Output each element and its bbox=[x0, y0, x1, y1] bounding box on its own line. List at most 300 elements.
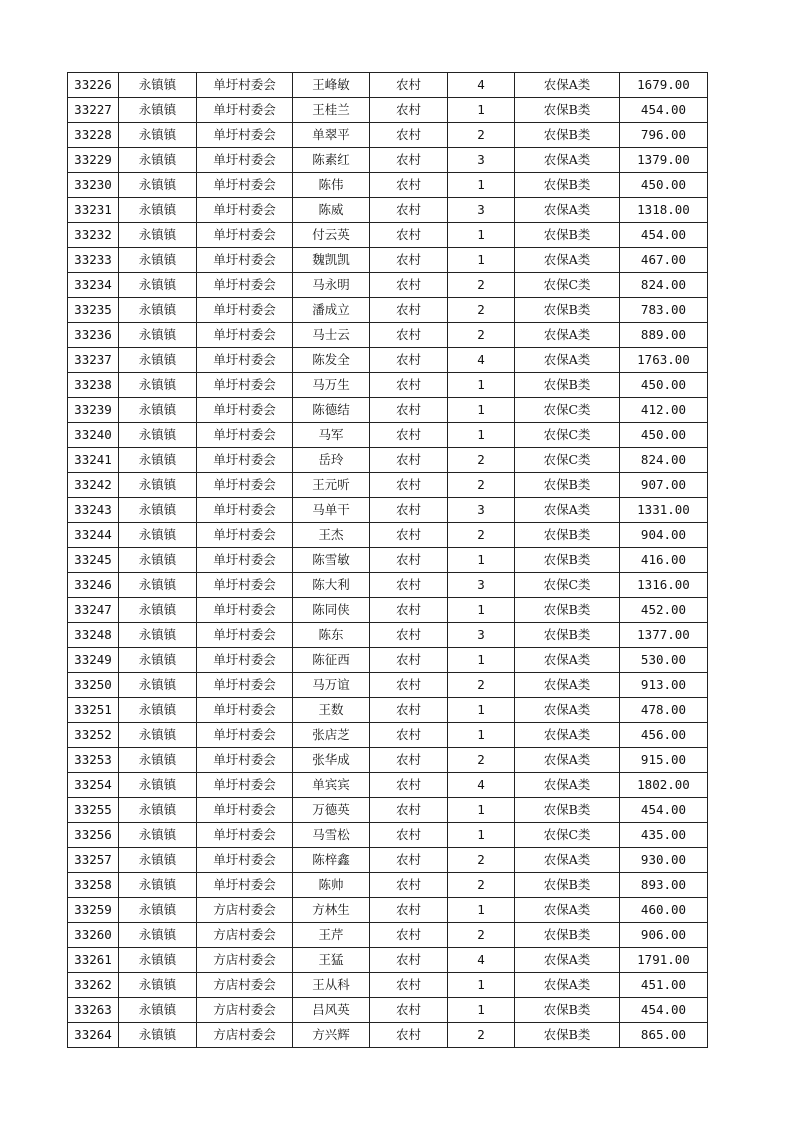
town-cell: 永镇镇 bbox=[119, 273, 197, 298]
name-cell: 王杰 bbox=[293, 523, 370, 548]
area-type-cell: 农村 bbox=[370, 848, 448, 873]
table-row bbox=[68, 648, 708, 673]
village-cell: 方店村委会 bbox=[197, 973, 293, 998]
name-cell: 王峰敏 bbox=[293, 73, 370, 98]
name-cell: 魏凯凯 bbox=[293, 248, 370, 273]
village-cell: 单圩村委会 bbox=[197, 223, 293, 248]
name-cell: 王猛 bbox=[293, 948, 370, 973]
household-size-cell: 2 bbox=[448, 873, 515, 898]
area-type-cell: 农村 bbox=[370, 723, 448, 748]
amount-cell: 1318.00 bbox=[620, 198, 708, 223]
town-cell: 永镇镇 bbox=[119, 698, 197, 723]
table-row bbox=[68, 673, 708, 698]
amount-cell: 907.00 bbox=[620, 473, 708, 498]
name-cell: 陈德结 bbox=[293, 398, 370, 423]
amount-cell: 1331.00 bbox=[620, 498, 708, 523]
household-size-cell: 2 bbox=[448, 1023, 515, 1048]
town-cell: 永镇镇 bbox=[119, 73, 197, 98]
record-id: 33256 bbox=[68, 823, 119, 848]
area-type-cell: 农村 bbox=[370, 148, 448, 173]
town-cell: 永镇镇 bbox=[119, 123, 197, 148]
record-id: 33228 bbox=[68, 123, 119, 148]
insurance-class-cell: 农保A类 bbox=[515, 73, 620, 98]
record-id: 33254 bbox=[68, 773, 119, 798]
town-cell: 永镇镇 bbox=[119, 173, 197, 198]
insurance-class-cell: 农保C类 bbox=[515, 448, 620, 473]
record-id: 33250 bbox=[68, 673, 119, 698]
town-cell: 永镇镇 bbox=[119, 648, 197, 673]
roster-body bbox=[68, 73, 708, 1048]
village-cell: 单圩村委会 bbox=[197, 73, 293, 98]
household-size-cell: 1 bbox=[448, 248, 515, 273]
household-size-cell: 3 bbox=[448, 623, 515, 648]
village-cell: 单圩村委会 bbox=[197, 623, 293, 648]
name-cell: 陈伟 bbox=[293, 173, 370, 198]
amount-cell: 1763.00 bbox=[620, 348, 708, 373]
name-cell: 陈同侠 bbox=[293, 598, 370, 623]
area-type-cell: 农村 bbox=[370, 948, 448, 973]
name-cell: 马雪松 bbox=[293, 823, 370, 848]
area-type-cell: 农村 bbox=[370, 423, 448, 448]
insurance-class-cell: 农保C类 bbox=[515, 423, 620, 448]
area-type-cell: 农村 bbox=[370, 923, 448, 948]
amount-cell: 450.00 bbox=[620, 373, 708, 398]
insurance-class-cell: 农保A类 bbox=[515, 773, 620, 798]
amount-cell: 450.00 bbox=[620, 173, 708, 198]
insurance-class-cell: 农保C类 bbox=[515, 573, 620, 598]
insurance-class-cell: 农保B类 bbox=[515, 598, 620, 623]
name-cell: 陈威 bbox=[293, 198, 370, 223]
insurance-class-cell: 农保A类 bbox=[515, 848, 620, 873]
name-cell: 陈帅 bbox=[293, 873, 370, 898]
table-row bbox=[68, 73, 708, 98]
amount-cell: 1316.00 bbox=[620, 573, 708, 598]
table-row bbox=[68, 448, 708, 473]
insurance-class-cell: 农保A类 bbox=[515, 673, 620, 698]
town-cell: 永镇镇 bbox=[119, 398, 197, 423]
village-cell: 单圩村委会 bbox=[197, 773, 293, 798]
insurance-class-cell: 农保A类 bbox=[515, 323, 620, 348]
town-cell: 永镇镇 bbox=[119, 898, 197, 923]
village-cell: 单圩村委会 bbox=[197, 273, 293, 298]
area-type-cell: 农村 bbox=[370, 248, 448, 273]
household-size-cell: 1 bbox=[448, 723, 515, 748]
village-cell: 单圩村委会 bbox=[197, 123, 293, 148]
amount-cell: 1802.00 bbox=[620, 773, 708, 798]
record-id: 33237 bbox=[68, 348, 119, 373]
town-cell: 永镇镇 bbox=[119, 148, 197, 173]
town-cell: 永镇镇 bbox=[119, 598, 197, 623]
village-cell: 单圩村委会 bbox=[197, 648, 293, 673]
insurance-class-cell: 农保B类 bbox=[515, 998, 620, 1023]
table-row bbox=[68, 148, 708, 173]
record-id: 33260 bbox=[68, 923, 119, 948]
table-row bbox=[68, 548, 708, 573]
table-row bbox=[68, 423, 708, 448]
amount-cell: 412.00 bbox=[620, 398, 708, 423]
insurance-class-cell: 农保A类 bbox=[515, 748, 620, 773]
village-cell: 单圩村委会 bbox=[197, 473, 293, 498]
town-cell: 永镇镇 bbox=[119, 498, 197, 523]
table-row bbox=[68, 798, 708, 823]
amount-cell: 796.00 bbox=[620, 123, 708, 148]
insurance-class-cell: 农保B类 bbox=[515, 298, 620, 323]
record-id: 33240 bbox=[68, 423, 119, 448]
table-row bbox=[68, 173, 708, 198]
table-row bbox=[68, 323, 708, 348]
table-row bbox=[68, 348, 708, 373]
household-size-cell: 2 bbox=[448, 323, 515, 348]
name-cell: 马永明 bbox=[293, 273, 370, 298]
record-id: 33253 bbox=[68, 748, 119, 773]
village-cell: 方店村委会 bbox=[197, 923, 293, 948]
insurance-class-cell: 农保B类 bbox=[515, 173, 620, 198]
insurance-class-cell: 农保A类 bbox=[515, 723, 620, 748]
name-cell: 潘成立 bbox=[293, 298, 370, 323]
area-type-cell: 农村 bbox=[370, 698, 448, 723]
name-cell: 陈雪敏 bbox=[293, 548, 370, 573]
amount-cell: 530.00 bbox=[620, 648, 708, 673]
amount-cell: 865.00 bbox=[620, 1023, 708, 1048]
village-cell: 单圩村委会 bbox=[197, 373, 293, 398]
household-size-cell: 1 bbox=[448, 423, 515, 448]
insurance-class-cell: 农保C类 bbox=[515, 823, 620, 848]
insurance-class-cell: 农保A类 bbox=[515, 498, 620, 523]
village-cell: 单圩村委会 bbox=[197, 823, 293, 848]
village-cell: 单圩村委会 bbox=[197, 848, 293, 873]
amount-cell: 467.00 bbox=[620, 248, 708, 273]
household-size-cell: 1 bbox=[448, 398, 515, 423]
household-size-cell: 1 bbox=[448, 173, 515, 198]
household-size-cell: 1 bbox=[448, 973, 515, 998]
record-id: 33244 bbox=[68, 523, 119, 548]
area-type-cell: 农村 bbox=[370, 773, 448, 798]
area-type-cell: 农村 bbox=[370, 223, 448, 248]
insurance-class-cell: 农保C类 bbox=[515, 398, 620, 423]
area-type-cell: 农村 bbox=[370, 273, 448, 298]
insurance-class-cell: 农保A类 bbox=[515, 348, 620, 373]
town-cell: 永镇镇 bbox=[119, 748, 197, 773]
name-cell: 王芹 bbox=[293, 923, 370, 948]
name-cell: 方林生 bbox=[293, 898, 370, 923]
insurance-class-cell: 农保A类 bbox=[515, 898, 620, 923]
household-size-cell: 2 bbox=[448, 673, 515, 698]
village-cell: 单圩村委会 bbox=[197, 523, 293, 548]
name-cell: 马军 bbox=[293, 423, 370, 448]
record-id: 33262 bbox=[68, 973, 119, 998]
household-size-cell: 1 bbox=[448, 598, 515, 623]
name-cell: 张店芝 bbox=[293, 723, 370, 748]
household-size-cell: 2 bbox=[448, 848, 515, 873]
area-type-cell: 农村 bbox=[370, 973, 448, 998]
town-cell: 永镇镇 bbox=[119, 573, 197, 598]
town-cell: 永镇镇 bbox=[119, 923, 197, 948]
record-id: 33252 bbox=[68, 723, 119, 748]
amount-cell: 889.00 bbox=[620, 323, 708, 348]
record-id: 33236 bbox=[68, 323, 119, 348]
record-id: 33249 bbox=[68, 648, 119, 673]
household-size-cell: 1 bbox=[448, 98, 515, 123]
area-type-cell: 农村 bbox=[370, 748, 448, 773]
name-cell: 王桂兰 bbox=[293, 98, 370, 123]
household-size-cell: 1 bbox=[448, 898, 515, 923]
household-size-cell: 2 bbox=[448, 448, 515, 473]
household-size-cell: 2 bbox=[448, 273, 515, 298]
insurance-class-cell: 农保B类 bbox=[515, 373, 620, 398]
table-row bbox=[68, 948, 708, 973]
household-size-cell: 2 bbox=[448, 523, 515, 548]
record-id: 33245 bbox=[68, 548, 119, 573]
area-type-cell: 农村 bbox=[370, 198, 448, 223]
area-type-cell: 农村 bbox=[370, 73, 448, 98]
village-cell: 方店村委会 bbox=[197, 1023, 293, 1048]
village-cell: 单圩村委会 bbox=[197, 198, 293, 223]
record-id: 33238 bbox=[68, 373, 119, 398]
area-type-cell: 农村 bbox=[370, 323, 448, 348]
name-cell: 陈东 bbox=[293, 623, 370, 648]
table-row bbox=[68, 473, 708, 498]
village-cell: 单圩村委会 bbox=[197, 398, 293, 423]
area-type-cell: 农村 bbox=[370, 648, 448, 673]
table-row bbox=[68, 848, 708, 873]
town-cell: 永镇镇 bbox=[119, 198, 197, 223]
insurance-class-cell: 农保B类 bbox=[515, 123, 620, 148]
amount-cell: 824.00 bbox=[620, 273, 708, 298]
village-cell: 单圩村委会 bbox=[197, 698, 293, 723]
area-type-cell: 农村 bbox=[370, 998, 448, 1023]
name-cell: 陈大利 bbox=[293, 573, 370, 598]
amount-cell: 456.00 bbox=[620, 723, 708, 748]
village-cell: 单圩村委会 bbox=[197, 423, 293, 448]
table-row bbox=[68, 248, 708, 273]
insurance-class-cell: 农保A类 bbox=[515, 198, 620, 223]
name-cell: 王数 bbox=[293, 698, 370, 723]
household-size-cell: 3 bbox=[448, 198, 515, 223]
household-size-cell: 2 bbox=[448, 123, 515, 148]
household-size-cell: 2 bbox=[448, 473, 515, 498]
insurance-class-cell: 农保C类 bbox=[515, 273, 620, 298]
area-type-cell: 农村 bbox=[370, 673, 448, 698]
insurance-class-cell: 农保B类 bbox=[515, 223, 620, 248]
town-cell: 永镇镇 bbox=[119, 248, 197, 273]
town-cell: 永镇镇 bbox=[119, 848, 197, 873]
household-size-cell: 1 bbox=[448, 548, 515, 573]
insurance-class-cell: 农保B类 bbox=[515, 623, 620, 648]
table-row bbox=[68, 973, 708, 998]
amount-cell: 1679.00 bbox=[620, 73, 708, 98]
table-row bbox=[68, 273, 708, 298]
insurance-class-cell: 农保B类 bbox=[515, 98, 620, 123]
name-cell: 付云英 bbox=[293, 223, 370, 248]
insurance-class-cell: 农保B类 bbox=[515, 873, 620, 898]
village-cell: 单圩村委会 bbox=[197, 98, 293, 123]
area-type-cell: 农村 bbox=[370, 823, 448, 848]
amount-cell: 454.00 bbox=[620, 223, 708, 248]
insurance-class-cell: 农保B类 bbox=[515, 473, 620, 498]
record-id: 33258 bbox=[68, 873, 119, 898]
insurance-class-cell: 农保B类 bbox=[515, 548, 620, 573]
area-type-cell: 农村 bbox=[370, 623, 448, 648]
area-type-cell: 农村 bbox=[370, 298, 448, 323]
table-row bbox=[68, 98, 708, 123]
insurance-class-cell: 农保B类 bbox=[515, 798, 620, 823]
household-size-cell: 4 bbox=[448, 773, 515, 798]
record-id: 33246 bbox=[68, 573, 119, 598]
amount-cell: 435.00 bbox=[620, 823, 708, 848]
name-cell: 陈征西 bbox=[293, 648, 370, 673]
town-cell: 永镇镇 bbox=[119, 298, 197, 323]
household-size-cell: 1 bbox=[448, 798, 515, 823]
village-cell: 单圩村委会 bbox=[197, 573, 293, 598]
record-id: 33231 bbox=[68, 198, 119, 223]
name-cell: 陈发全 bbox=[293, 348, 370, 373]
table-row bbox=[68, 373, 708, 398]
name-cell: 单翠平 bbox=[293, 123, 370, 148]
area-type-cell: 农村 bbox=[370, 498, 448, 523]
record-id: 33239 bbox=[68, 398, 119, 423]
village-cell: 单圩村委会 bbox=[197, 173, 293, 198]
table-row bbox=[68, 823, 708, 848]
insurance-class-cell: 农保A类 bbox=[515, 648, 620, 673]
record-id: 33232 bbox=[68, 223, 119, 248]
town-cell: 永镇镇 bbox=[119, 223, 197, 248]
record-id: 33264 bbox=[68, 1023, 119, 1048]
town-cell: 永镇镇 bbox=[119, 98, 197, 123]
area-type-cell: 农村 bbox=[370, 898, 448, 923]
table-row bbox=[68, 598, 708, 623]
town-cell: 永镇镇 bbox=[119, 998, 197, 1023]
household-size-cell: 3 bbox=[448, 573, 515, 598]
area-type-cell: 农村 bbox=[370, 348, 448, 373]
insurance-class-cell: 农保A类 bbox=[515, 973, 620, 998]
village-cell: 单圩村委会 bbox=[197, 548, 293, 573]
area-type-cell: 农村 bbox=[370, 473, 448, 498]
area-type-cell: 农村 bbox=[370, 448, 448, 473]
town-cell: 永镇镇 bbox=[119, 798, 197, 823]
village-cell: 单圩村委会 bbox=[197, 298, 293, 323]
area-type-cell: 农村 bbox=[370, 798, 448, 823]
town-cell: 永镇镇 bbox=[119, 523, 197, 548]
village-cell: 单圩村委会 bbox=[197, 323, 293, 348]
table-row bbox=[68, 123, 708, 148]
town-cell: 永镇镇 bbox=[119, 348, 197, 373]
table-row bbox=[68, 923, 708, 948]
area-type-cell: 农村 bbox=[370, 173, 448, 198]
insurance-class-cell: 农保B类 bbox=[515, 923, 620, 948]
household-size-cell: 1 bbox=[448, 823, 515, 848]
table-row bbox=[68, 998, 708, 1023]
record-id: 33226 bbox=[68, 73, 119, 98]
record-id: 33259 bbox=[68, 898, 119, 923]
village-cell: 单圩村委会 bbox=[197, 348, 293, 373]
record-id: 33230 bbox=[68, 173, 119, 198]
household-size-cell: 3 bbox=[448, 498, 515, 523]
record-id: 33247 bbox=[68, 598, 119, 623]
town-cell: 永镇镇 bbox=[119, 323, 197, 348]
name-cell: 方兴辉 bbox=[293, 1023, 370, 1048]
name-cell: 王元听 bbox=[293, 473, 370, 498]
name-cell: 岳玲 bbox=[293, 448, 370, 473]
household-size-cell: 1 bbox=[448, 373, 515, 398]
table-row bbox=[68, 223, 708, 248]
table-row bbox=[68, 398, 708, 423]
amount-cell: 460.00 bbox=[620, 898, 708, 923]
table-row bbox=[68, 298, 708, 323]
record-id: 33263 bbox=[68, 998, 119, 1023]
name-cell: 吕风英 bbox=[293, 998, 370, 1023]
name-cell: 马万谊 bbox=[293, 673, 370, 698]
name-cell: 单宾宾 bbox=[293, 773, 370, 798]
household-size-cell: 2 bbox=[448, 923, 515, 948]
amount-cell: 915.00 bbox=[620, 748, 708, 773]
area-type-cell: 农村 bbox=[370, 398, 448, 423]
area-type-cell: 农村 bbox=[370, 523, 448, 548]
village-cell: 单圩村委会 bbox=[197, 798, 293, 823]
household-size-cell: 1 bbox=[448, 698, 515, 723]
record-id: 33248 bbox=[68, 623, 119, 648]
area-type-cell: 农村 bbox=[370, 373, 448, 398]
household-size-cell: 3 bbox=[448, 148, 515, 173]
area-type-cell: 农村 bbox=[370, 873, 448, 898]
insurance-class-cell: 农保A类 bbox=[515, 248, 620, 273]
insurance-class-cell: 农保A类 bbox=[515, 148, 620, 173]
town-cell: 永镇镇 bbox=[119, 1023, 197, 1048]
town-cell: 永镇镇 bbox=[119, 973, 197, 998]
town-cell: 永镇镇 bbox=[119, 773, 197, 798]
amount-cell: 1379.00 bbox=[620, 148, 708, 173]
amount-cell: 824.00 bbox=[620, 448, 708, 473]
table-row bbox=[68, 1023, 708, 1048]
household-size-cell: 1 bbox=[448, 998, 515, 1023]
amount-cell: 478.00 bbox=[620, 698, 708, 723]
name-cell: 陈梓鑫 bbox=[293, 848, 370, 873]
record-id: 33261 bbox=[68, 948, 119, 973]
household-size-cell: 1 bbox=[448, 648, 515, 673]
town-cell: 永镇镇 bbox=[119, 548, 197, 573]
village-cell: 方店村委会 bbox=[197, 948, 293, 973]
village-cell: 单圩村委会 bbox=[197, 723, 293, 748]
name-cell: 张华成 bbox=[293, 748, 370, 773]
table-row bbox=[68, 723, 708, 748]
record-id: 33233 bbox=[68, 248, 119, 273]
town-cell: 永镇镇 bbox=[119, 873, 197, 898]
table-row bbox=[68, 873, 708, 898]
amount-cell: 1377.00 bbox=[620, 623, 708, 648]
town-cell: 永镇镇 bbox=[119, 673, 197, 698]
town-cell: 永镇镇 bbox=[119, 423, 197, 448]
table-row bbox=[68, 748, 708, 773]
insurance-class-cell: 农保B类 bbox=[515, 523, 620, 548]
household-size-cell: 4 bbox=[448, 348, 515, 373]
amount-cell: 452.00 bbox=[620, 598, 708, 623]
name-cell: 马士云 bbox=[293, 323, 370, 348]
record-id: 33242 bbox=[68, 473, 119, 498]
household-size-cell: 2 bbox=[448, 748, 515, 773]
record-id: 33227 bbox=[68, 98, 119, 123]
village-cell: 方店村委会 bbox=[197, 898, 293, 923]
town-cell: 永镇镇 bbox=[119, 723, 197, 748]
record-id: 33257 bbox=[68, 848, 119, 873]
amount-cell: 893.00 bbox=[620, 873, 708, 898]
town-cell: 永镇镇 bbox=[119, 448, 197, 473]
insurance-class-cell: 农保A类 bbox=[515, 948, 620, 973]
area-type-cell: 农村 bbox=[370, 548, 448, 573]
amount-cell: 454.00 bbox=[620, 98, 708, 123]
amount-cell: 1791.00 bbox=[620, 948, 708, 973]
record-id: 33255 bbox=[68, 798, 119, 823]
town-cell: 永镇镇 bbox=[119, 823, 197, 848]
amount-cell: 450.00 bbox=[620, 423, 708, 448]
